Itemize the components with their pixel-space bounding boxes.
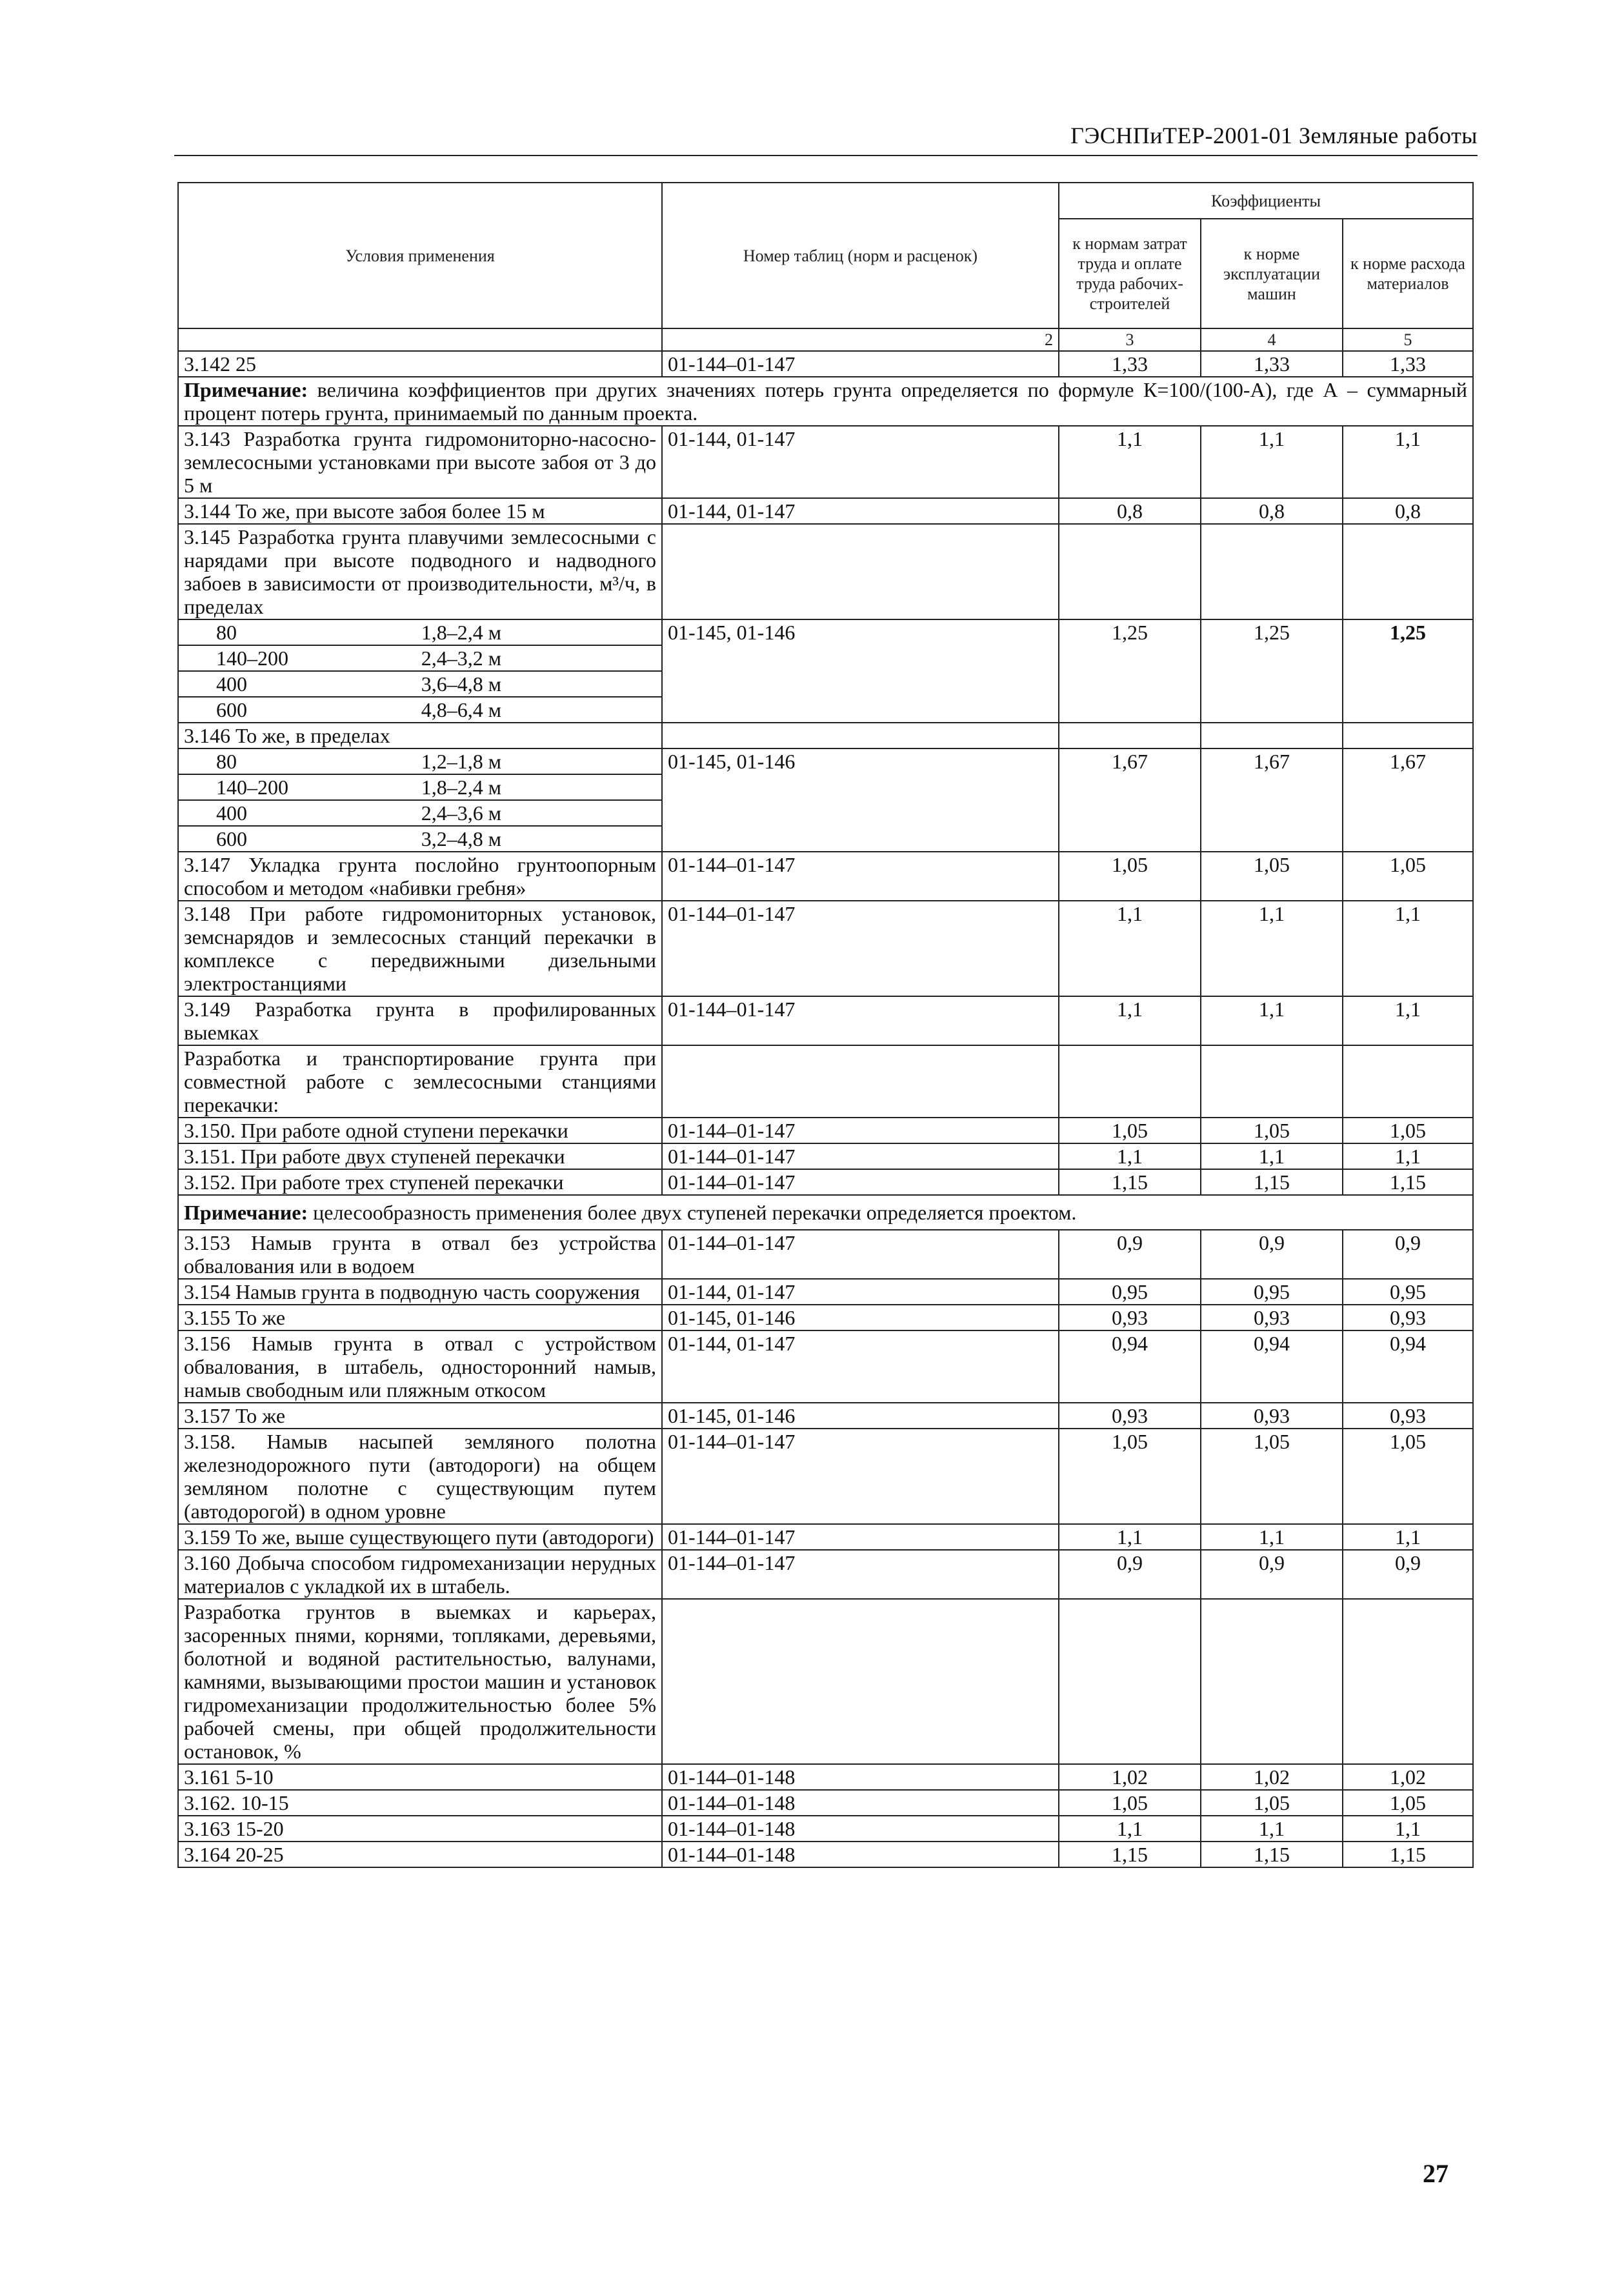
table-row: 3.147 Укладка грунта послойно грунтоопорным способом и методом «набивки гребня» 01-144–01-147 1,05 1,05 1,05 (178, 852, 1473, 901)
page-header-title: ГЭСНПиТЕР-2001-01 Земляные работы (1070, 123, 1478, 148)
table-row: 3.145 Разработка грунта плавучими землесосными с нарядами при высоте подводного и надводного забоев в зависимости от производительности, м³/ч, в пределах (178, 524, 1473, 619)
col-header-tables: Номер таблиц (норм и расценок) (662, 183, 1059, 328)
col-header-materials: к норме расхода материалов (1343, 219, 1473, 328)
col-header-conditions: Условия применения (178, 183, 662, 328)
col-number-5: 5 (1343, 328, 1473, 351)
coefficients-table (177, 182, 1474, 1868)
note-label: Примечание: (184, 1201, 308, 1224)
note-text: величина коэффициентов при других значениях потерь грунта определяется по формуле К=100/(100-А), где А – суммарный процент потерь грунта, принимаемый по данным проекта. (184, 378, 1468, 425)
table-row: 140–200 1,8–2,4 м (178, 774, 1473, 800)
table-row: 3.150. При работе одной ступени перекачки 01-144–01-147 1,05 1,05 1,05 (178, 1118, 1473, 1143)
table-row: 3.154 Намыв грунта в подводную часть сооружения 01-144, 01-147 0,95 0,95 0,95 (178, 1279, 1473, 1305)
table-row: 3.142 25 01-144–01-147 1,33 1,33 1,33 (178, 351, 1473, 377)
table-row: 3.151. При работе двух ступеней перекачки 01-144–01-147 1,1 1,1 1,1 (178, 1143, 1473, 1169)
table-row: 600 3,2–4,8 м (178, 826, 1473, 852)
table-row: 3.155 То же 01-145, 01-146 0,93 0,93 0,93 (178, 1305, 1473, 1330)
table-row: 3.144 То же, при высоте забоя более 15 м 01-144, 01-147 0,8 0,8 0,8 (178, 498, 1473, 524)
table-row: 3.161 5-10 01-144–01-148 1,02 1,02 1,02 (178, 1764, 1473, 1790)
table-row: 3.159 То же, выше существующего пути (автодороги) 01-144–01-147 1,1 1,1 1,1 (178, 1524, 1473, 1550)
table-row: 3.153 Намыв грунта в отвал без устройства обвалования или в водоем 01-144–01-147 0,9 0,9 0,9 (178, 1230, 1473, 1279)
table-row: 400 2,4–3,6 м (178, 800, 1473, 826)
table-row: Разработка и транспортирование грунта при совместной работе с землесосными станциями перекачки: (178, 1045, 1473, 1118)
note-label: Примечание: (184, 378, 308, 401)
table-row: 600 4,8–6,4 м (178, 697, 1473, 723)
col-number-4: 4 (1201, 328, 1343, 351)
table-row: 3.160 Добыча способом гидромеханизации нерудных материалов с укладкой их в штабель. 01-144–01-147 0,9 0,9 0,9 (178, 1550, 1473, 1599)
note-row (178, 377, 1473, 426)
table-row: 80 1,8–2,4 м 01-145, 01-146 1,25 1,25 1,25 (178, 619, 1473, 645)
table-row: 3.148 При работе гидромониторных установок, земснарядов и землесосных станций перекачки в комплексе с передвижными дизельными электростанциями 01-144–01-147 1,1 1,1 1,1 (178, 901, 1473, 996)
col-header-machines: к норме эксплуатации машин (1201, 219, 1343, 328)
table-row: 3.163 15-20 01-144–01-148 1,1 1,1 1,1 (178, 1816, 1473, 1842)
table-row: 3.143 Разработка грунта гидромониторно-насосно-землесосными установками при высоте забоя от 3 до 5 м 01-144, 01-147 1,1 1,1 1,1 (178, 426, 1473, 498)
table-row: 3.152. При работе трех ступеней перекачки 01-144–01-147 1,15 1,15 1,15 (178, 1169, 1473, 1195)
col-number-2: 2 (662, 328, 1059, 351)
table-row: 400 3,6–4,8 м (178, 671, 1473, 697)
table-row: 3.146 То же, в пределах (178, 723, 1473, 748)
col-number-3: 3 (1059, 328, 1201, 351)
table-row: 3.156 Намыв грунта в отвал с устройством обвалования, в штабель, односторонний намыв, намыв свободным или пляжным откосом 01-144, 01-147 0,94 0,94 0,94 (178, 1330, 1473, 1403)
table-row: 3.164 20-25 01-144–01-148 1,15 1,15 1,15 (178, 1842, 1473, 1867)
col-header-labor: к нормам затрат труда и оплате труда рабочих-строителей (1059, 219, 1201, 328)
table-row: 3.157 То же 01-145, 01-146 0,93 0,93 0,93 (178, 1403, 1473, 1429)
table-row: 3.158. Намыв насыпей земляного полотна железнодорожного пути (автодороги) на общем земляном полотне с существующим путем (автодорогой) в одном уровне 01-144–01-147 1,05 1,05 1,05 (178, 1429, 1473, 1524)
table-row: 140–200 2,4–3,2 м (178, 645, 1473, 671)
col-header-coefficients: Коэффициенты (1059, 183, 1473, 219)
note-text: целесообразность применения более двух ступеней перекачки определяется проектом. (313, 1201, 1077, 1224)
page-number: 27 (1423, 2159, 1449, 2188)
note-row (178, 1195, 1473, 1230)
page-header (174, 121, 1478, 156)
table-row: 80 1,2–1,8 м 01-145, 01-146 1,67 1,67 1,67 (178, 748, 1473, 774)
table-row: 3.162. 10-15 01-144–01-148 1,05 1,05 1,05 (178, 1790, 1473, 1816)
table-row: Разработка грунтов в выемках и карьерах, засоренных пнями, корнями, топляками, деревьями, болотной и водяной растительностью, валунами, камнями, вызывающими простои машин и установок гидромеханизации продолжительностью более 5% рабочей смены, при общей продолжительности остановок, % (178, 1599, 1473, 1764)
table-row: 3.149 Разработка грунта в профилированных выемках 01-144–01-147 1,1 1,1 1,1 (178, 996, 1473, 1045)
